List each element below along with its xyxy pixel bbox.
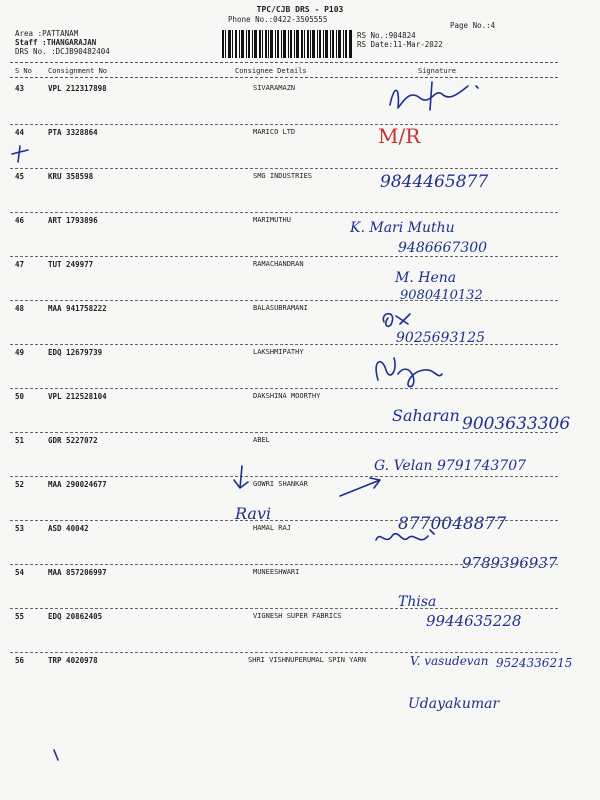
column-consignee: Consignee Details <box>235 67 307 75</box>
row-divider <box>10 520 558 521</box>
area-field: Area :PATTANAM <box>15 29 79 38</box>
signature-scribble <box>368 350 448 392</box>
table-row <box>0 216 600 260</box>
row-consignment: EDQ 20862405 <box>48 612 103 621</box>
signature-scribble <box>372 526 442 552</box>
row-sno: 45 <box>15 172 25 181</box>
staff-field <box>15 38 96 47</box>
signature: Saharan <box>392 406 460 425</box>
row-consignee: ABEL <box>253 436 270 444</box>
rs-date: RS Date:11-Mar-2022 <box>357 40 443 49</box>
row-consignment: EDQ 12679739 <box>48 348 103 357</box>
row-sno: 52 <box>15 480 25 489</box>
row-consignee: SMG INDUSTRIES <box>253 172 313 180</box>
row-consignee: MARIMUTHU <box>253 216 291 224</box>
row-divider <box>10 256 558 257</box>
signature-scribble <box>378 308 418 332</box>
signature: V. vasudevan <box>410 654 489 668</box>
table-row <box>0 172 600 216</box>
signature-phone: 9524336215 <box>496 656 573 670</box>
table-row <box>0 392 600 436</box>
header-divider <box>10 62 558 63</box>
signature: Ravi <box>235 504 272 523</box>
row-sno: 46 <box>15 216 25 225</box>
signature: M/R <box>378 124 421 148</box>
table-row <box>0 124 600 172</box>
column-divider <box>10 77 558 78</box>
table-row <box>0 304 600 348</box>
row-divider <box>10 168 558 169</box>
row-consignee: HAMAL RAJ <box>253 524 291 532</box>
arrow-up-right-icon <box>338 474 388 500</box>
signature-phone: 9080410132 <box>400 288 483 303</box>
row-consignee: MUNEESHWARI <box>253 568 300 576</box>
row-sno: 47 <box>15 260 25 269</box>
row-consignment: PTA 3328864 <box>48 128 98 137</box>
row-sno: 48 <box>15 304 25 313</box>
page-number: Page No.:4 <box>450 21 496 30</box>
column-signature: Signature <box>418 67 456 75</box>
row-sno: 50 <box>15 392 25 401</box>
signature-phone: 8770048877 <box>398 514 507 534</box>
signature-phone: 9003633306 <box>462 414 571 434</box>
row-divider <box>10 212 558 213</box>
row-consignment: TRP 4020978 <box>48 656 98 665</box>
row-consignee: RAMACHANDRAN <box>253 260 304 268</box>
document-title: TPC/CJB DRS - P103 <box>256 5 344 14</box>
signature: 9789396937 <box>462 554 558 572</box>
row-consignment: VPL 212317898 <box>48 84 107 93</box>
signature: Udayakumar <box>408 696 500 712</box>
row-consignment: MAA 857206997 <box>48 568 107 577</box>
signature: Thisa <box>398 594 437 610</box>
phone-number: Phone No.:0422-3505555 <box>228 15 328 24</box>
signature-scribble <box>380 80 490 120</box>
ink-mark <box>50 748 64 764</box>
row-consignment: MAA 290024677 <box>48 480 107 489</box>
column-consignment: Consignment No <box>48 67 108 75</box>
table-row <box>0 656 600 712</box>
row-consignment: VPL 212528104 <box>48 392 107 401</box>
barcode <box>222 30 352 58</box>
staff-name: THANGARAJAN <box>46 38 97 47</box>
row-consignee: SHRI VISHNUPERUMAL SPIN YARN <box>248 656 367 664</box>
row-sno: 53 <box>15 524 25 533</box>
table-row <box>0 436 600 480</box>
row-sno: 54 <box>15 568 25 577</box>
row-consignee: LAKSHMIPATHY <box>253 348 304 356</box>
row-divider <box>10 344 558 345</box>
row-divider <box>10 652 558 653</box>
row-sno: 56 <box>15 656 25 665</box>
row-divider <box>10 608 558 609</box>
row-divider <box>10 388 558 389</box>
row-consignee: DAKSHINA MOORTHY <box>253 392 321 400</box>
row-sno: 44 <box>15 128 25 137</box>
row-divider <box>10 124 558 125</box>
row-sno: 51 <box>15 436 25 445</box>
signature: K. Mari Muthu <box>350 220 455 236</box>
signature: 9844465877 <box>380 172 489 192</box>
drs-number: DRS No. :DCJB90482404 <box>15 47 110 56</box>
row-consignee: BALASUBRAMANI <box>253 304 308 312</box>
table-row <box>0 348 600 392</box>
row-divider <box>10 476 558 477</box>
row-consignee: MARICO LTD <box>253 128 296 136</box>
row-consignment: TUT 249977 <box>48 260 94 269</box>
signature-phone: 9944635228 <box>426 612 522 630</box>
row-consignment: MAA 941758222 <box>48 304 107 313</box>
row-consignment: ASD 40042 <box>48 524 89 533</box>
row-consignment: GDR 5227072 <box>48 436 98 445</box>
row-consignment: KRU 358598 <box>48 172 94 181</box>
rs-number: RS No.:904824 <box>357 31 416 40</box>
row-divider <box>10 564 558 565</box>
row-consignee: VIGNESH SUPER FABRICS <box>253 612 342 620</box>
row-consignee: SIVARAMAZN <box>253 84 296 92</box>
row-consignment: ART 1793896 <box>48 216 98 225</box>
signature: G. Velan 9791743707 <box>374 458 527 474</box>
signature: 9025693125 <box>396 330 486 346</box>
signature-phone: 9486667300 <box>398 240 488 256</box>
arrow-down-icon <box>230 466 260 492</box>
row-sno: 43 <box>15 84 25 93</box>
staff-label: Staff : <box>15 38 47 47</box>
row-sno: 55 <box>15 612 25 621</box>
table-row <box>0 84 600 128</box>
row-divider <box>10 432 558 433</box>
column-sno: S No <box>15 67 32 75</box>
table-row <box>0 260 600 304</box>
row-divider <box>10 300 558 301</box>
signature: M. Hena <box>395 270 457 286</box>
row-consignee: GOWRI SHANKAR <box>253 480 308 488</box>
row-sno: 49 <box>15 348 25 357</box>
tick-mark <box>8 144 38 164</box>
